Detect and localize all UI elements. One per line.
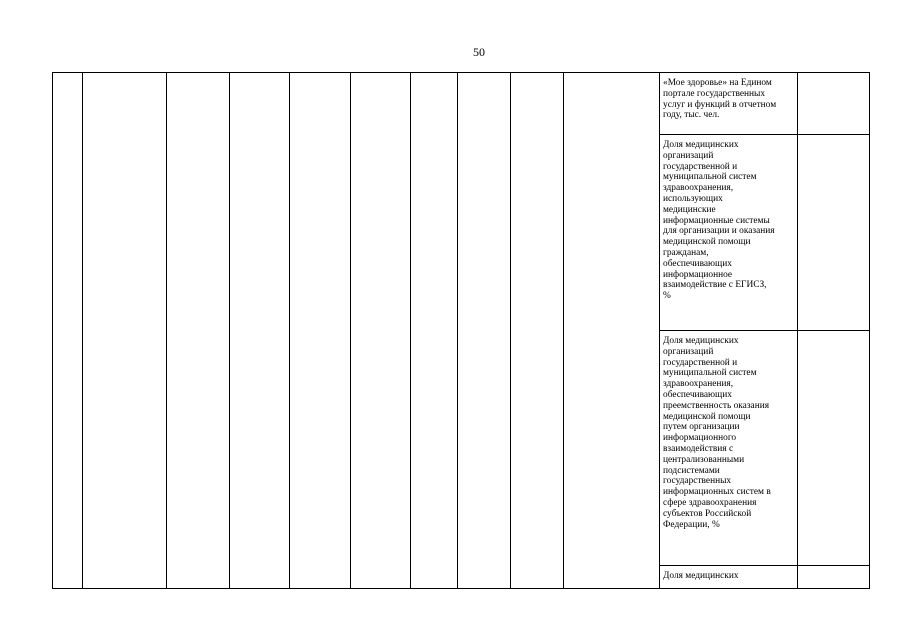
empty-cell <box>290 73 351 589</box>
empty-cell <box>564 73 660 589</box>
indicator-cell: Доля медицинских <box>660 566 798 589</box>
indicator-cell: «Мое здоровье» на Едином портале государственных услуг и функций в отчетном году, тыс. чел. <box>660 73 798 135</box>
value-cell <box>798 331 870 566</box>
empty-cell <box>83 73 167 589</box>
page-number: 50 <box>473 45 485 59</box>
indicator-cell: Доля медицинских организаций государственной и муниципальной систем здравоохранения, обеспечивающих преемственность оказания медицинской помощи путем организации информационного взаимодействия с централизованными подсистемами государственных информационных систем в сфере здравоохранения субъектов Российской Федерации, % <box>660 331 798 566</box>
empty-cell <box>411 73 458 589</box>
table-row <box>53 73 870 135</box>
value-cell <box>798 73 870 135</box>
value-cell <box>798 566 870 589</box>
document-table <box>52 72 870 589</box>
empty-cell <box>511 73 564 589</box>
indicator-cell: Доля медицинских организаций государственной и муниципальной систем здравоохранения, использующих медицинские информационные системы для организации и оказания медицинской помощи гражданам, обеспечивающих информационное взаимодействие с ЕГИСЗ, % <box>660 135 798 331</box>
empty-cell <box>351 73 411 589</box>
empty-cell <box>230 73 290 589</box>
empty-cell <box>167 73 230 589</box>
empty-cell <box>53 73 83 589</box>
empty-cell <box>458 73 511 589</box>
value-cell <box>798 135 870 331</box>
